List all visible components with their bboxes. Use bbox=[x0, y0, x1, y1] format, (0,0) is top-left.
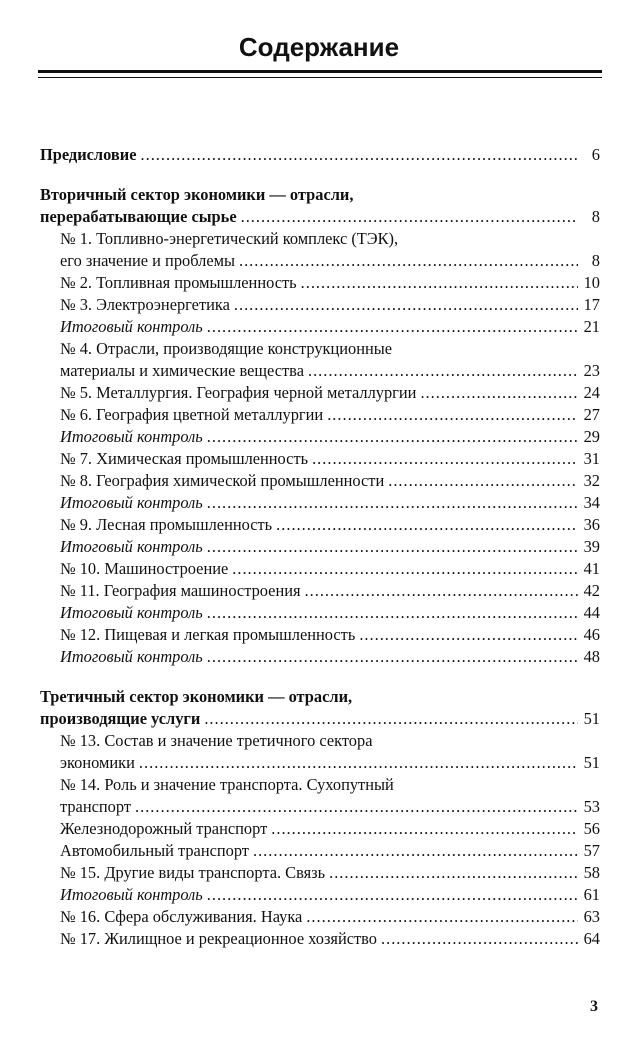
toc-entry-title: № 15. Другие виды транспорта. Связь bbox=[60, 863, 326, 882]
section-gap bbox=[40, 668, 600, 686]
toc-entry-page: 48 bbox=[583, 647, 600, 666]
dot-leader bbox=[312, 448, 578, 470]
toc-entry-title: его значение и проблемы bbox=[60, 251, 235, 270]
toc-entry[interactable] bbox=[40, 818, 600, 840]
toc-entry[interactable] bbox=[40, 144, 600, 166]
toc-entry-page: 31 bbox=[583, 449, 600, 468]
toc-entry[interactable] bbox=[40, 514, 600, 536]
toc-entry-page: 6 bbox=[591, 145, 600, 164]
toc-entry[interactable] bbox=[40, 382, 600, 404]
dot-leader bbox=[207, 492, 578, 514]
dot-leader bbox=[420, 382, 578, 404]
toc-entry-page: 46 bbox=[583, 625, 600, 644]
page-title: Содержание bbox=[238, 32, 400, 62]
toc-entry-page: 39 bbox=[583, 537, 600, 556]
toc-entry-title: № 9. Лесная промышленность bbox=[60, 515, 273, 534]
toc-entry-first-line: № 14. Роль и значение транспорта. Сухопутный bbox=[60, 775, 394, 794]
toc-entry-title: № 12. Пищевая и легкая промышленность bbox=[60, 625, 356, 644]
dot-leader bbox=[141, 144, 579, 166]
dot-leader bbox=[234, 294, 578, 316]
toc-entry-title: Итоговый контроль bbox=[60, 427, 203, 446]
toc-entry-title: Итоговый контроль bbox=[60, 647, 203, 666]
dot-leader bbox=[239, 250, 578, 272]
toc-entry[interactable] bbox=[40, 360, 600, 382]
toc-entry[interactable] bbox=[40, 536, 600, 558]
toc-entry-title: Итоговый контроль bbox=[60, 603, 203, 622]
toc-entry-page: 23 bbox=[583, 361, 600, 380]
toc-entry-title: № 2. Топливная промышленность bbox=[60, 273, 297, 292]
dot-leader bbox=[306, 906, 578, 928]
toc-entry[interactable] bbox=[40, 294, 600, 316]
toc-entry-title: материалы и химические вещества bbox=[60, 361, 304, 380]
dot-leader bbox=[359, 624, 578, 646]
toc-entry-page: 61 bbox=[583, 885, 600, 904]
dot-leader bbox=[308, 360, 578, 382]
toc-entry-page: 8 bbox=[591, 207, 600, 226]
toc-entry-page: 51 bbox=[583, 753, 600, 772]
toc-entry-title: № 6. География цветной металлургии bbox=[60, 405, 324, 424]
toc-entry[interactable] bbox=[40, 206, 600, 228]
section-gap bbox=[40, 166, 600, 184]
toc-entry-page: 32 bbox=[583, 471, 600, 490]
toc-entry-first-line: № 4. Отрасли, производящие конструкционные bbox=[60, 339, 393, 358]
dot-leader bbox=[301, 272, 578, 294]
toc-entry-page: 51 bbox=[583, 709, 600, 728]
dot-leader bbox=[381, 928, 578, 950]
dot-leader bbox=[329, 862, 578, 884]
toc-entry-page: 24 bbox=[583, 383, 600, 402]
toc-entry-title: № 17. Жилищное и рекреационное хозяйство bbox=[60, 929, 378, 948]
toc-entry[interactable] bbox=[40, 470, 600, 492]
toc-entry-title: № 8. География химической промышленности bbox=[60, 471, 385, 490]
dot-leader bbox=[207, 426, 578, 448]
dot-leader bbox=[204, 708, 578, 730]
toc-entry[interactable] bbox=[40, 404, 600, 426]
toc-entry[interactable] bbox=[40, 796, 600, 818]
toc-entry[interactable] bbox=[40, 448, 600, 470]
toc-entry-page: 27 bbox=[583, 405, 600, 424]
toc-entry-title: № 5. Металлургия. География черной металлургии bbox=[60, 383, 417, 402]
table-of-contents bbox=[40, 144, 600, 950]
toc-entry-title: Автомобильный транспорт bbox=[60, 841, 249, 860]
dot-leader bbox=[271, 818, 578, 840]
toc-entry-page: 58 bbox=[583, 863, 600, 882]
dot-leader bbox=[305, 580, 578, 602]
toc-entry-page: 44 bbox=[583, 603, 600, 622]
dot-leader bbox=[139, 752, 578, 774]
toc-entry-title: № 16. Сфера обслуживания. Наука bbox=[60, 907, 303, 926]
toc-entry-title: транспорт bbox=[60, 797, 131, 816]
toc-entry[interactable] bbox=[40, 558, 600, 580]
dot-leader bbox=[241, 206, 578, 228]
toc-entry-page: 64 bbox=[583, 929, 600, 948]
toc-entry-first-line: № 13. Состав и значение третичного сектора bbox=[60, 731, 373, 750]
toc-entry[interactable] bbox=[40, 580, 600, 602]
toc-entry[interactable] bbox=[40, 426, 600, 448]
toc-entry[interactable] bbox=[40, 316, 600, 338]
toc-entry-first-line: Третичный сектор экономики — отрасли, bbox=[40, 687, 353, 706]
dot-leader bbox=[253, 840, 578, 862]
toc-entry-title: Итоговый контроль bbox=[60, 537, 203, 556]
dot-leader bbox=[232, 558, 578, 580]
toc-entry[interactable] bbox=[40, 250, 600, 272]
toc-entry-page: 42 bbox=[583, 581, 600, 600]
toc-entry-title: Итоговый контроль bbox=[60, 317, 203, 336]
toc-entry[interactable] bbox=[40, 906, 600, 928]
toc-entry[interactable] bbox=[40, 492, 600, 514]
dot-leader bbox=[327, 404, 578, 426]
toc-entry-page: 56 bbox=[583, 819, 600, 838]
toc-entry[interactable] bbox=[40, 272, 600, 294]
toc-entry-page: 63 bbox=[583, 907, 600, 926]
toc-entry[interactable] bbox=[40, 624, 600, 646]
toc-entry-title: № 7. Химическая промышленность bbox=[60, 449, 309, 468]
toc-entry[interactable] bbox=[40, 708, 600, 730]
toc-entry[interactable] bbox=[40, 602, 600, 624]
toc-entry-title: № 3. Электроэнергетика bbox=[60, 295, 230, 314]
dot-leader bbox=[207, 884, 578, 906]
title-rule-thin bbox=[38, 77, 602, 78]
dot-leader bbox=[135, 796, 578, 818]
toc-entry-page: 21 bbox=[583, 317, 600, 336]
toc-entry-page: 57 bbox=[583, 841, 600, 860]
toc-entry[interactable] bbox=[40, 840, 600, 862]
title-rule-thick bbox=[38, 70, 602, 73]
dot-leader bbox=[276, 514, 578, 536]
toc-entry-title: экономики bbox=[60, 753, 135, 772]
toc-entry[interactable] bbox=[40, 928, 600, 950]
toc-entry-title: перерабатывающие сырье bbox=[40, 207, 237, 226]
dot-leader bbox=[207, 602, 578, 624]
toc-entry-title: Итоговый контроль bbox=[60, 493, 203, 512]
page-number: 3 bbox=[590, 998, 598, 1015]
toc-entry-title: № 11. География машиностроения bbox=[60, 581, 301, 600]
toc-entry-page: 34 bbox=[583, 493, 600, 512]
toc-entry-page: 17 bbox=[583, 295, 600, 314]
toc-entry-page: 29 bbox=[583, 427, 600, 446]
toc-entry-first-line: Вторичный сектор экономики — отрасли, bbox=[40, 185, 354, 204]
toc-entry-title: № 10. Машиностроение bbox=[60, 559, 229, 578]
toc-entry-page: 53 bbox=[583, 797, 600, 816]
toc-entry-page: 36 bbox=[583, 515, 600, 534]
toc-entry-first-line: № 1. Топливно-энергетический комплекс (ТЭК), bbox=[60, 229, 399, 248]
toc-entry[interactable] bbox=[40, 646, 600, 668]
toc-entry[interactable] bbox=[40, 752, 600, 774]
toc-entry-page: 10 bbox=[583, 273, 600, 292]
toc-entry-title: Предисловие bbox=[40, 145, 137, 164]
toc-entry-page: 41 bbox=[583, 559, 600, 578]
toc-entry-title: Железнодорожный транспорт bbox=[60, 819, 268, 838]
toc-entry[interactable] bbox=[40, 862, 600, 884]
toc-entry-title: производящие услуги bbox=[40, 709, 201, 728]
dot-leader bbox=[207, 646, 578, 668]
toc-entry-title: Итоговый контроль bbox=[60, 885, 203, 904]
toc-entry-page: 8 bbox=[591, 251, 600, 270]
dot-leader bbox=[207, 316, 578, 338]
toc-entry[interactable] bbox=[40, 884, 600, 906]
dot-leader bbox=[388, 470, 578, 492]
dot-leader bbox=[207, 536, 578, 558]
